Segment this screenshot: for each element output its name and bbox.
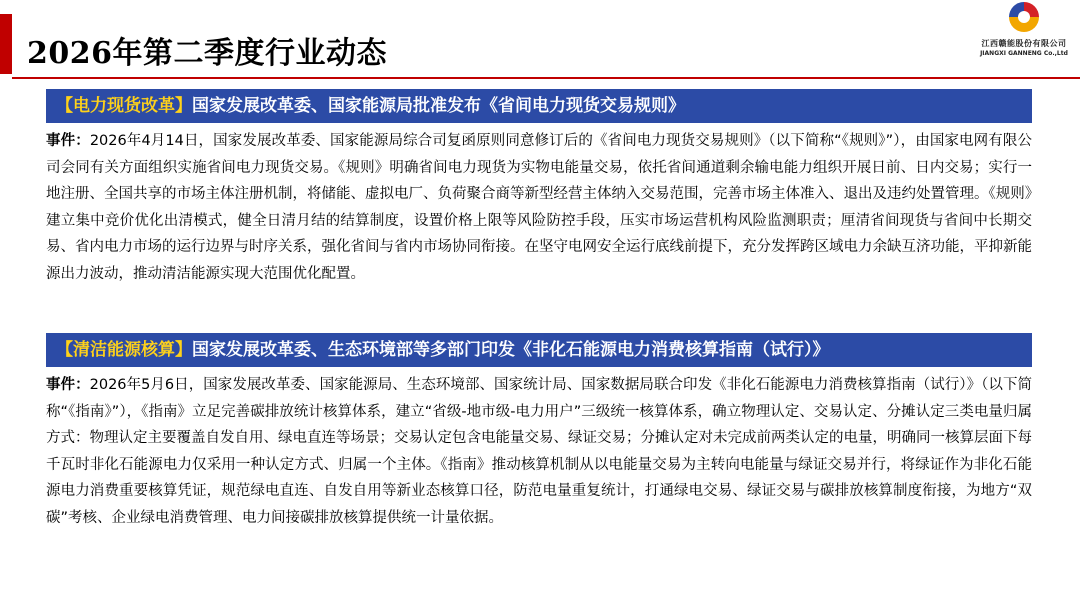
event-label: 事件： bbox=[46, 133, 90, 149]
section-tag: 【电力现货改革】 bbox=[56, 96, 192, 116]
ganneng-logo-icon bbox=[1007, 0, 1041, 34]
section-tag: 【清洁能源核算】 bbox=[56, 340, 192, 360]
company-logo bbox=[974, 0, 1074, 76]
event-text: 2026年5月6日，国家发展改革委、国家能源局、生态环境部、国家统计局、国家数据局联合印发《非化石能源电力消费核算指南（试行）》（以下简称“《指南》”），《指南》立足完善碳排放统计核算体系，建立“省级-地市级-电力用户”三级统一核算体系，确立物理认定、交易认定、分摊认定三类电量归属方式：物理认定主要覆盖自发自用、绿电直连等场景；交易认定包含电能量交易、绿证交易；分摊认定对未完成前两类认定的电量，明确同一核算层面下每千瓦时非化石能源电力仅采用一种认定方式、归属一个主体。《指南》推动核算机制从以电能量交易为主转向电能量与绿证交易并行，将绿证作为非化石能源电力消费重要核算凭证，规范绿电直连、自发自用等新业态核算口径，防范电量重复统计，打通绿电交易、绿证交易与碳排放核算制度衔接，为地方“双碳”考核、企业绿电消费管理、电力间接碳排放核算提供统一计量依据。 bbox=[46, 377, 1032, 526]
page-title: 2026年第二季度行业动态 bbox=[27, 36, 387, 71]
section-headline: 国家发展改革委、国家能源局批准发布《省间电力现货交易规则》 bbox=[192, 96, 685, 116]
section-banner-clean-energy-accounting bbox=[46, 333, 1032, 367]
section-body-clean-energy-accounting bbox=[46, 372, 1032, 531]
section-headline: 国家发展改革委、生态环境部等多部门印发《非化石能源电力消费核算指南（试行）》 bbox=[192, 340, 830, 360]
header-divider bbox=[12, 77, 1080, 79]
section-banner-power-spot-reform bbox=[46, 89, 1032, 123]
logo-company-name-cn: 江西赣能股份有限公司 bbox=[981, 39, 1067, 48]
logo-company-name-en: JIANGXI GANNENG Co.,Ltd bbox=[980, 50, 1068, 57]
event-label: 事件： bbox=[46, 377, 90, 393]
event-text: 2026年4月14日，国家发展改革委、国家能源局综合司复函原则同意修订后的《省间电力现货交易规则》（以下简称“《规则》”），由国家电网有限公司会同有关方面组织实施省间电力现货交易。《规则》明确省间电力现货为实物电能量交易，依托省间通道剩余输电能力组织开展日前、日内交易；实行一地注册、全国共享的市场主体注册机制，将储能、虚拟电厂、负荷聚合商等新型经营主体纳入交易范围，完善市场主体准入、退出及违约处置管理。《规则》建立集中竞价优化出清模式，健全日清月结的结算制度，设置价格上限等风险防控手段，压实市场运营机构风险监测职责；厘清省间现货与省间中长期交易、省内电力市场的运行边界与时序关系，强化省间与省内市场协同衔接。在坚守电网安全运行底线前提下，充分发挥跨区域电力余缺互济功能，平抑新能源出力波动，推动清洁能源实现大范围优化配置。 bbox=[46, 133, 1032, 282]
section-body-power-spot-reform bbox=[46, 128, 1032, 287]
header-accent-bar bbox=[0, 14, 12, 74]
